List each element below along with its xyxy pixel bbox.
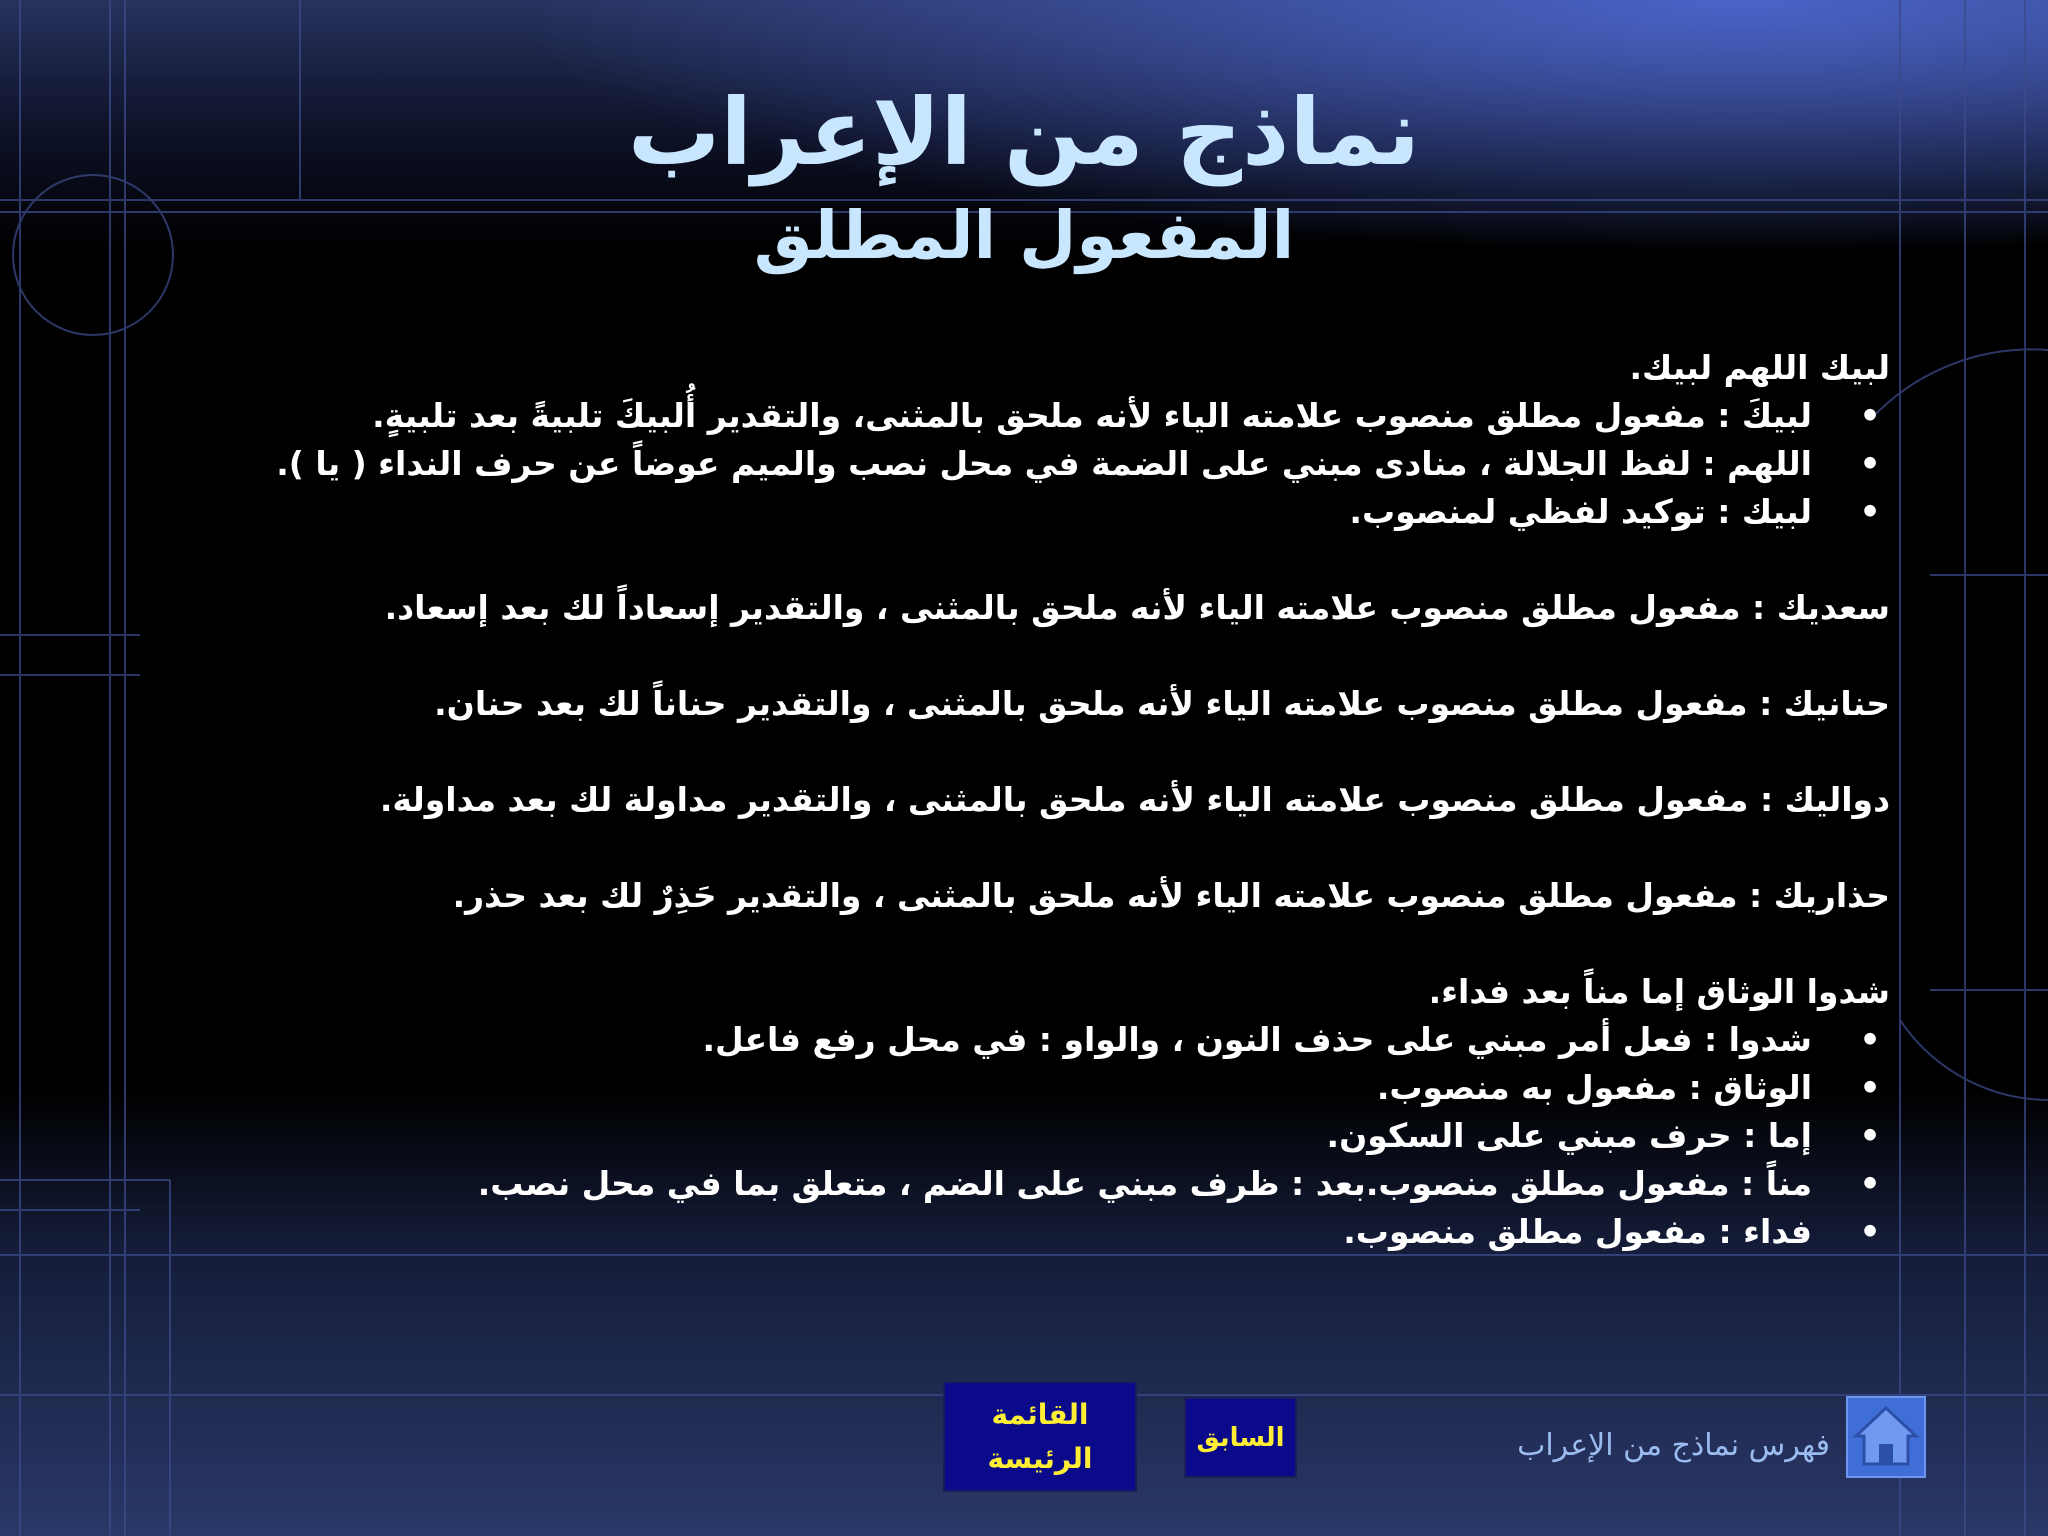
slide-content: [150, 344, 1890, 1256]
list-item: • إما : حرف مبني على السكون.: [150, 1112, 1890, 1160]
main-menu-button[interactable]: القائمة الرئيسة: [943, 1381, 1137, 1492]
sentence-hadharayk: حذاريك : مفعول مطلق منصوب علامته الياء لأنه ملحق بالمثنى ، والتقدير حَذِرٌ لك بعد حذر.: [452, 876, 1890, 915]
list-item: • شدوا : فعل أمر مبني على حذف النون ، والواو : في محل رفع فاعل.: [150, 1016, 1890, 1064]
shuddu-analysis-list: [150, 1016, 1890, 1256]
list-item: • الوثاق : مفعول به منصوب.: [150, 1064, 1890, 1112]
sentence-shuddu: شدوا الوثاق إما مناً بعد فداء.: [1428, 972, 1890, 1011]
sentence-sadayk: سعديك : مفعول مطلق منصوب علامته الياء لأنه ملحق بالمثنى ، والتقدير إسعاداً لك بعد إسعاد.: [384, 588, 1890, 627]
list-item: • فداء : مفعول مطلق منصوب.: [150, 1208, 1890, 1256]
home-icon: [1848, 1398, 1924, 1476]
sentence-labbayk: لبيك اللهم لبيك.: [1629, 348, 1890, 387]
list-item: • لبيكَ : مفعول مطلق منصوب علامته الياء لأنه ملحق بالمثنى، والتقدير أُلبيكَ تلبيةً بعد تلبيةٍ.: [150, 392, 1890, 440]
list-item: • مناً : مفعول مطلق منصوب.بعد : ظرف مبني على الضم ، متعلق بما في محل نصب.: [150, 1160, 1890, 1208]
labbayk-analysis-list: [150, 392, 1890, 536]
previous-button[interactable]: السابق: [1184, 1397, 1297, 1478]
list-item: • اللهم : لفظ الجلالة ، منادى مبني على الضمة في محل نصب والميم عوضاً عن حرف النداء ( يا ).: [150, 440, 1890, 488]
home-button[interactable]: [1846, 1396, 1926, 1478]
slide-subtitle: المفعول المطلق: [753, 197, 1295, 274]
list-item: • لبيك : توكيد لفظي لمنصوب.: [150, 488, 1890, 536]
sentence-hanayk: حنانيك : مفعول مطلق منصوب علامته الياء لأنه ملحق بالمثنى ، والتقدير حناناً لك بعد حنان.: [434, 684, 1890, 723]
sentence-dawalayk: دواليك : مفعول مطلق منصوب علامته الياء لأنه ملحق بالمثنى ، والتقدير مداولة لك بعد مداولة.: [379, 780, 1890, 819]
slide-title: نماذج من الإعراب: [627, 79, 1421, 186]
index-link[interactable]: فهرس نماذج من الإعراب: [1517, 1428, 1830, 1463]
